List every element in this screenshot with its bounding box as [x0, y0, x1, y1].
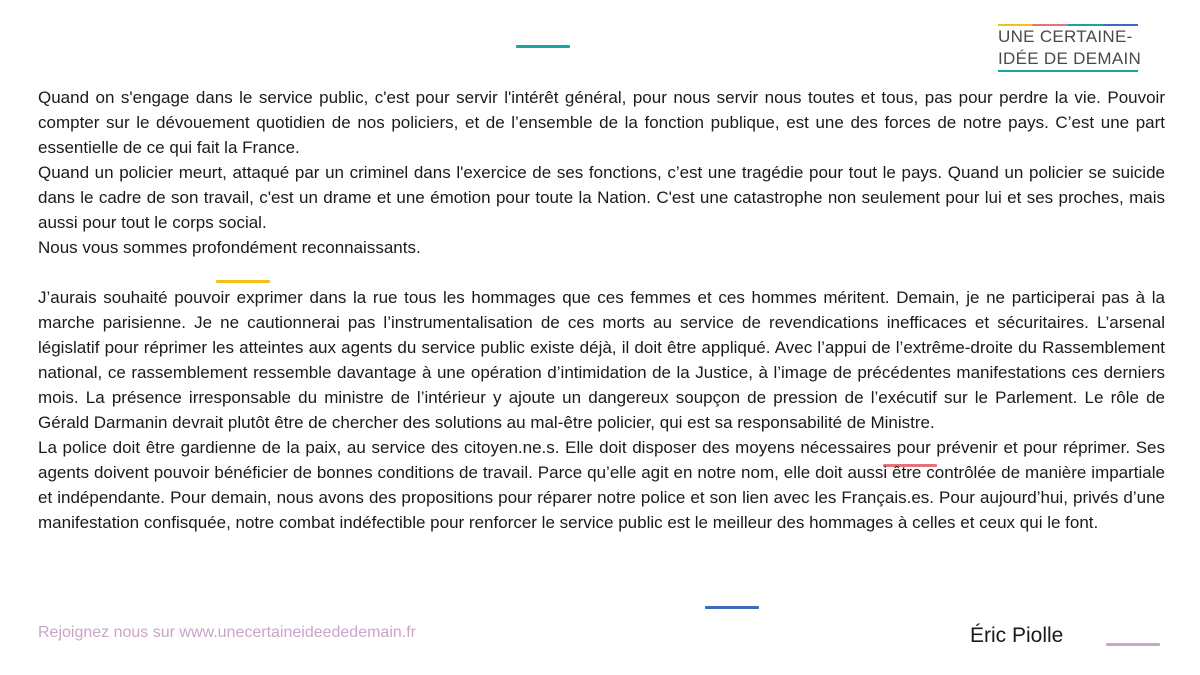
brand-logo — [998, 24, 1142, 72]
signature: Éric Piolle — [970, 624, 1064, 647]
website-link[interactable]: Rejoignez nous sur www.unecertaineideededemain.fr — [38, 624, 416, 641]
paragraph: J’aurais souhaité pouvoir exprimer dans la rue tous les hommages que ces femmes et ces hommes méritent. Demain, je ne participerai pas à la marche parisienne. Je ne cautionnerai pas l’instrumentalisation de ces morts au service de revendications inefficaces et sécuritaires. L’arsenal législatif pour réprimer les atteintes aux agents du service public existe déjà, il doit être appliqué. Avec l’appui de l’extrême-droite du Rassemblement national, ce rassemblement ressemble davantage à une opération d’intimidation de la Justice, à l’image de précédentes manifestations ces derniers mois. La présence irresponsable du ministre de l’intérieur y ajoute un dangereux soupçon de pression de l’exécutif sur le Parlement. Le rôle de Gérald Darmanin devrait plutôt être de chercher des solutions au mal-être policier, qui est sa responsabilité de Ministre. — [38, 288, 1165, 432]
paragraph: Quand un policier meurt, attaqué par un criminel dans l'exercice de ses fonctions, c’est une tragédie pour tout le pays. Quand un policier se suicide dans le cadre de son travail, c'est un drame et une émotion pour toute la Nation. C'est une catastrophe non seulement pour lui et ses proches, mais aussi pour tout le corps social. — [38, 163, 1165, 232]
statement-body — [38, 85, 1165, 535]
logo-line-2: IDÉE DE DEMAIN — [998, 48, 1138, 72]
paragraph-gap — [38, 260, 1165, 285]
logo-line-1: UNE CERTAINE- — [998, 27, 1133, 46]
paragraph: Quand on s'engage dans le service public, c'est pour servir l'intérêt général, pour nous servir nous toutes et tous, pas pour perdre la vie. Pouvoir compter sur le dévouement quotidien de nos policiers, et de l’ensemble de la fonction publique, est une des forces de notre pays. C’est une part essentielle de ce qui fait la France. — [38, 88, 1165, 157]
paragraph: Nous vous sommes profondément reconnaissants. — [38, 238, 421, 257]
paragraph: La police doit être gardienne de la paix, au service des citoyen.ne.s. Elle doit disposer des moyens nécessaires pour prévenir et pour réprimer. Ses agents doivent pouvoir bénéficier de bonnes conditions de travail. Parce qu’elle agit en notre nom, elle doit aussi être contrôlée de manière impartiale et indépendante. Pour demain, nous avons des propositions pour réparer notre police et son lien avec les Français.es. Pour aujourd’hui, privés d’une manifestation confisquée, notre combat indéfectible pour renforcer le service public est le meilleur des hommages à celles et ceux qui le font. — [38, 438, 1165, 532]
accent-bar-lilac — [1106, 643, 1160, 646]
accent-bar-teal — [516, 45, 570, 48]
accent-bar-blue — [705, 606, 759, 609]
